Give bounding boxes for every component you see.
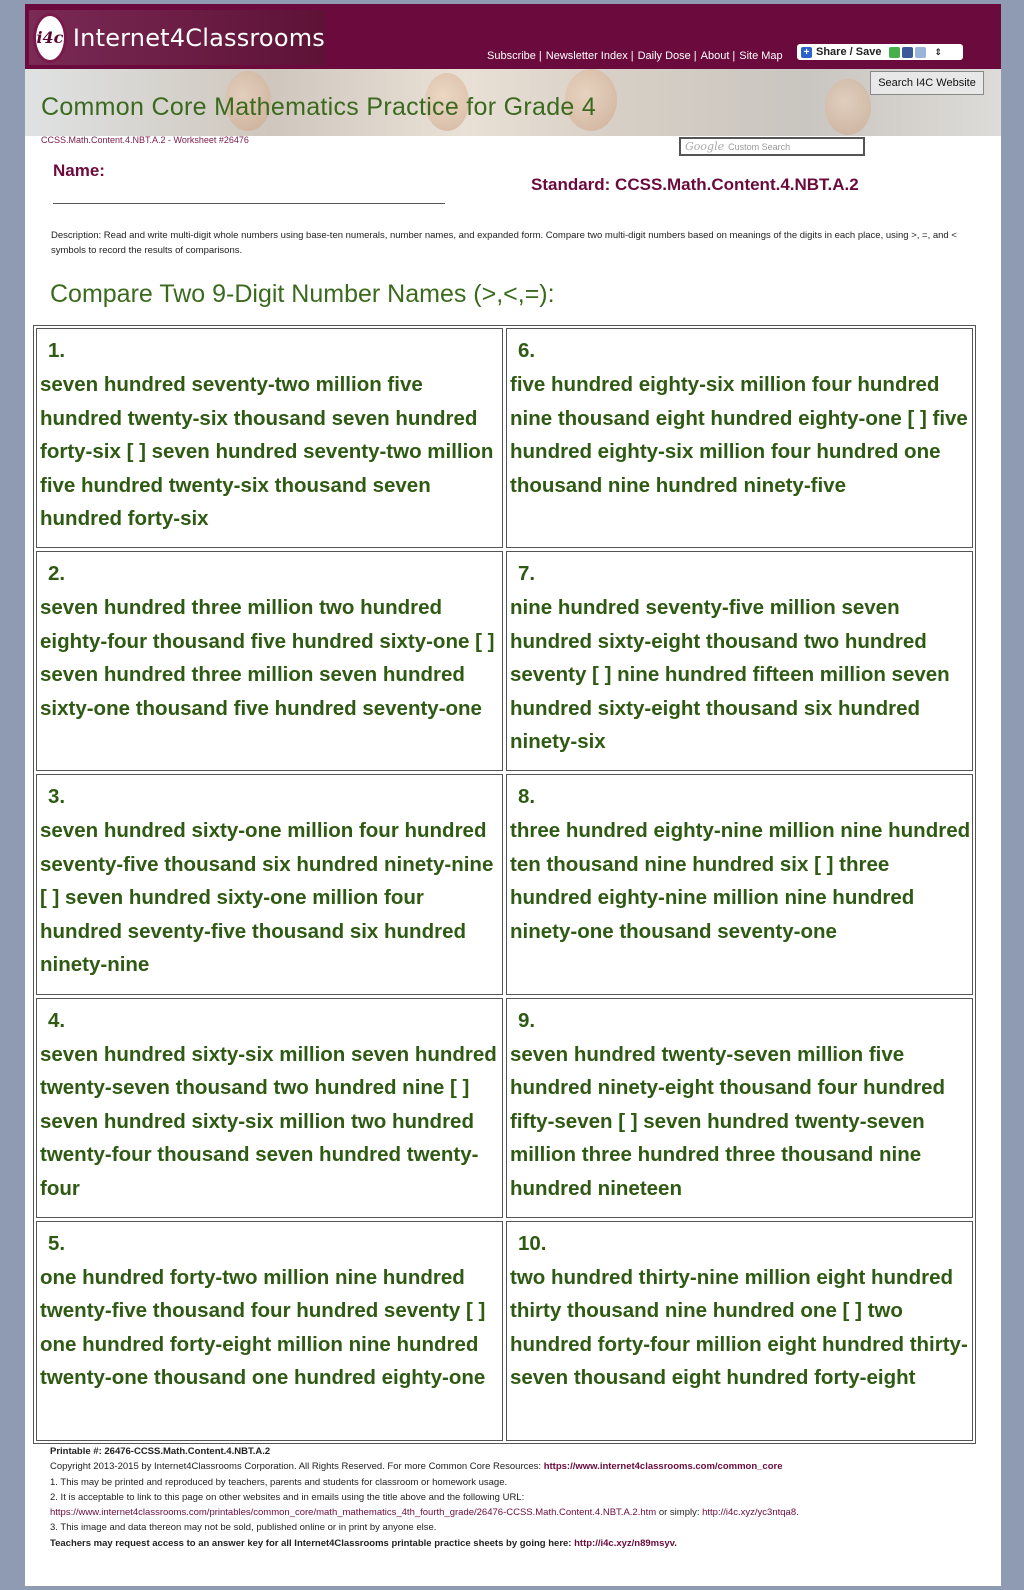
site-header: [25, 4, 1001, 69]
question-text: seven hundred sixty-one million four hundred seventy-five thousand six hundred ninety-nine [ ] seven hundred sixty-one million four hundred seventy-five thousand six hundred ninety-nine: [40, 819, 494, 977]
question-cell: [36, 328, 503, 548]
search-input[interactable]: [679, 137, 865, 156]
question-cell: [506, 1221, 973, 1441]
share-dropdown-icon[interactable]: ⇕: [934, 46, 942, 57]
share-save-button[interactable]: [797, 44, 963, 60]
answer-key-link[interactable]: http://i4c.xyz/n89msyv: [574, 1537, 675, 1549]
share-label: Share / Save: [816, 46, 882, 58]
question-cell: [506, 774, 973, 994]
question-cell: [36, 551, 503, 771]
question-text: seven hundred sixty-six million seven hundred twenty-seven thousand two hundred nine [ ] seven hundred sixty-six million two hundred twenty-four thousand seven hundred twenty-four: [40, 1042, 497, 1200]
search-button[interactable]: Search I4C Website: [870, 71, 984, 95]
question-number: 10.: [518, 1231, 547, 1255]
question-number: 2.: [48, 562, 66, 586]
worksheet-url-link[interactable]: https://www.internet4classrooms.com/printables/common_core/math_mathematics_4th_fourth_grade/26476-CCSS.Math.Content.4.NBT.A.2.htm: [50, 1507, 657, 1519]
question-number: 1.: [48, 339, 66, 362]
share-facebook-icon[interactable]: [902, 47, 913, 58]
question-cell: [506, 998, 973, 1218]
name-label: Name:: [53, 161, 105, 180]
or-simply-text: or simply:: [658, 1507, 700, 1519]
banner-photo: [825, 79, 871, 135]
common-core-link[interactable]: https://www.internet4classrooms.com/common_core: [543, 1461, 783, 1473]
nav-separator: |: [693, 50, 697, 62]
question-cell: [36, 774, 503, 994]
question-number: 4.: [48, 1008, 66, 1032]
nav-separator: |: [732, 50, 736, 62]
nav-subscribe[interactable]: Subscribe: [487, 50, 536, 62]
question-number: 9.: [518, 1008, 536, 1032]
nav-site-map[interactable]: Site Map: [739, 50, 783, 62]
question-number: 8.: [518, 785, 536, 809]
worksheet-crumb: CCSS.Math.Content.4.NBT.A.2 - Worksheet #26476: [41, 135, 249, 145]
search-brand: Google: [685, 140, 725, 153]
question-number: 7.: [518, 562, 536, 586]
nav-separator: |: [538, 50, 542, 62]
copyright-line: [50, 1459, 980, 1474]
question-number: 6.: [518, 339, 536, 362]
question-text: seven hundred twenty-seven million five hundred ninety-eight thousand four hundred fifty-seven [ ] seven hundred twenty-seven million three hundred three thousand nine hundred nineteen: [510, 1042, 946, 1200]
printable-number: Printable #: 26476-CCSS.Math.Content.4.NBT.A.2: [50, 1446, 271, 1457]
nav-separator: |: [630, 50, 634, 62]
share-twitter-icon[interactable]: [915, 47, 926, 58]
question-number: 5.: [48, 1231, 66, 1255]
search-placeholder: Custom Search: [728, 141, 791, 152]
site-logo[interactable]: [29, 10, 325, 65]
logo-text: Internet4Classrooms: [72, 23, 325, 52]
page: [25, 4, 1001, 1586]
question-number: 3.: [48, 785, 66, 809]
share-email-icon[interactable]: [889, 47, 900, 58]
standard-label: Standard: CCSS.Math.Content.4.NBT.A.2: [531, 175, 859, 194]
question-cell: [36, 998, 503, 1218]
copyright-text: Copyright 2013-2015 by Internet4Classrooms Corporation. All Rights Reserved. For more Common Core Resources:: [50, 1461, 542, 1473]
description: Description: Read and write multi-digit whole numbers using base-ten numerals, number names, and expanded form. Compare two multi-digit numbers based on meanings of the digits in each place, using >, =, and < symbols to record the results of comparisons.: [51, 230, 957, 256]
question-text: seven hundred three million two hundred eighty-four thousand five hundred sixty-one [ ] seven hundred three million seven hundred sixty-one thousand five hundred seventy-one: [40, 596, 495, 720]
question-cell: [506, 551, 973, 771]
share-service-icons: [889, 47, 926, 58]
usage-line-2: 2. It is acceptable to link to this page on other websites and in emails using the title above and the following URL:: [50, 1491, 525, 1503]
question-text: two hundred thirty-nine million eight hundred thirty thousand nine hundred one [ ] two hundred forty-four million eight hundred thirty-seven thousand eight hundred forty-eight: [510, 1265, 968, 1390]
short-url-link[interactable]: http://i4c.xyz/yc3ntqa8: [702, 1507, 797, 1519]
section-title: Compare Two 9-Digit Number Names (>,<,=):: [50, 280, 555, 308]
question-cell: [36, 1221, 503, 1441]
name-line: [53, 203, 445, 204]
nav-daily-dose[interactable]: Daily Dose: [637, 50, 691, 62]
answer-key-line: Teachers may request access to an answer key for all Internet4Classrooms printable practice sheets by going here: http://i4c.xyz/n89msyv.: [50, 1537, 677, 1549]
usage-line-1: 1. This may be printed and reproduced by teachers, parents and students for classroom or homework usage.: [50, 1476, 508, 1488]
page-title: Common Core Mathematics Practice for Grade 4: [41, 93, 597, 121]
question-text: seven hundred seventy-two million five hundred twenty-six thousand seven hundred forty-six [ ] seven hundred seventy-two million five hundred twenty-six thousand seven hundred forty-six: [40, 373, 494, 530]
nav-newsletter-index[interactable]: Newsletter Index: [545, 50, 628, 62]
question-text: five hundred eighty-six million four hundred nine thousand eight hundred eighty-one [ ] five hundred eighty-six million four hundred one thousand nine hundred ninety-five: [510, 373, 968, 497]
logo-mark: i4c: [33, 13, 67, 63]
answer-key-text: Teachers may request access to an answer key for all Internet4Classrooms printable practice sheets by going here:: [50, 1537, 572, 1549]
question-text: three hundred eighty-nine million nine hundred ten thousand nine hundred six [ ] three hundred eighty-nine million nine hundred ninety-one thousand seventy-one: [510, 819, 971, 943]
nav-about[interactable]: About: [700, 50, 730, 62]
question-cell: [506, 328, 973, 548]
footer: [50, 1444, 980, 1551]
question-text: nine hundred seventy-five million seven hundred sixty-eight thousand two hundred seventy [ ] nine hundred fifteen million seven hundred sixty-eight thousand six hundred ninety-six: [510, 596, 950, 754]
usage-line-3: 3. This image and data thereon may not be sold, published online or in print by anyone else.: [50, 1522, 437, 1534]
top-nav: [487, 50, 783, 62]
url-line: https://www.internet4classrooms.com/printables/common_core/math_mathematics_4th_fourth_grade/26476-CCSS.Math.Content.4.NBT.A.2.htm or simply: http://i4c.xyz/yc3ntqa8.: [50, 1507, 799, 1519]
question-text: one hundred forty-two million nine hundred twenty-five thousand four hundred seventy [ ] one hundred forty-eight million nine hundred twenty-one thousand one hundred eighty-one: [40, 1265, 486, 1390]
share-plus-icon: +: [801, 47, 812, 58]
question-table: [33, 325, 976, 1444]
